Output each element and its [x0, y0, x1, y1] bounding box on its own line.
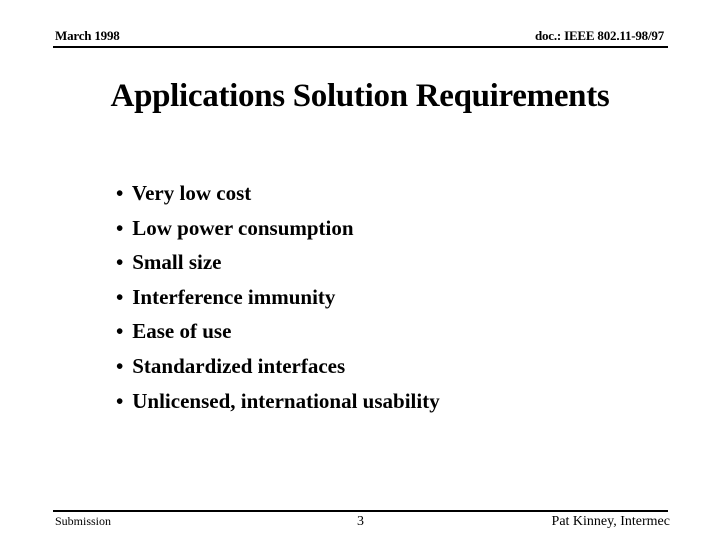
bullet-icon: • [116, 215, 124, 240]
bullet-item [116, 178, 440, 213]
bullet-text: Standardized interfaces [132, 353, 346, 378]
bullet-icon: • [116, 319, 124, 344]
page-number: 3 [357, 514, 364, 529]
bullet-icon: • [116, 250, 124, 275]
slide-title: Applications Solution Requirements [110, 78, 610, 114]
bullet-icon: • [116, 388, 124, 413]
footer-submission: Submission [55, 514, 112, 528]
bullet-text: Unlicensed, international usability [132, 388, 440, 413]
footer-author: Pat Kinney, Intermec [551, 514, 670, 529]
bullet-text: Low power consumption [132, 215, 354, 240]
bullet-icon: • [116, 284, 124, 309]
bullet-text: Interference immunity [132, 284, 336, 309]
bullet-item [116, 282, 440, 317]
bullet-text: Very low cost [131, 181, 252, 205]
header-date: March 1998 [55, 28, 120, 43]
bullet-item [116, 247, 440, 282]
footer-divider [53, 510, 668, 512]
bullet-icon: • [116, 353, 124, 378]
bullet-icon: • [116, 181, 124, 205]
bullet-list [116, 178, 440, 420]
bullet-text: Small size [132, 250, 222, 275]
bullet-item [116, 213, 440, 248]
bullet-text: Ease of use [132, 319, 232, 344]
bullet-item [116, 386, 440, 421]
header-doc-id: doc.: IEEE 802.11-98/97 [534, 28, 664, 43]
bullet-item [116, 351, 440, 386]
bullet-item [116, 316, 440, 351]
header-divider [53, 46, 668, 48]
